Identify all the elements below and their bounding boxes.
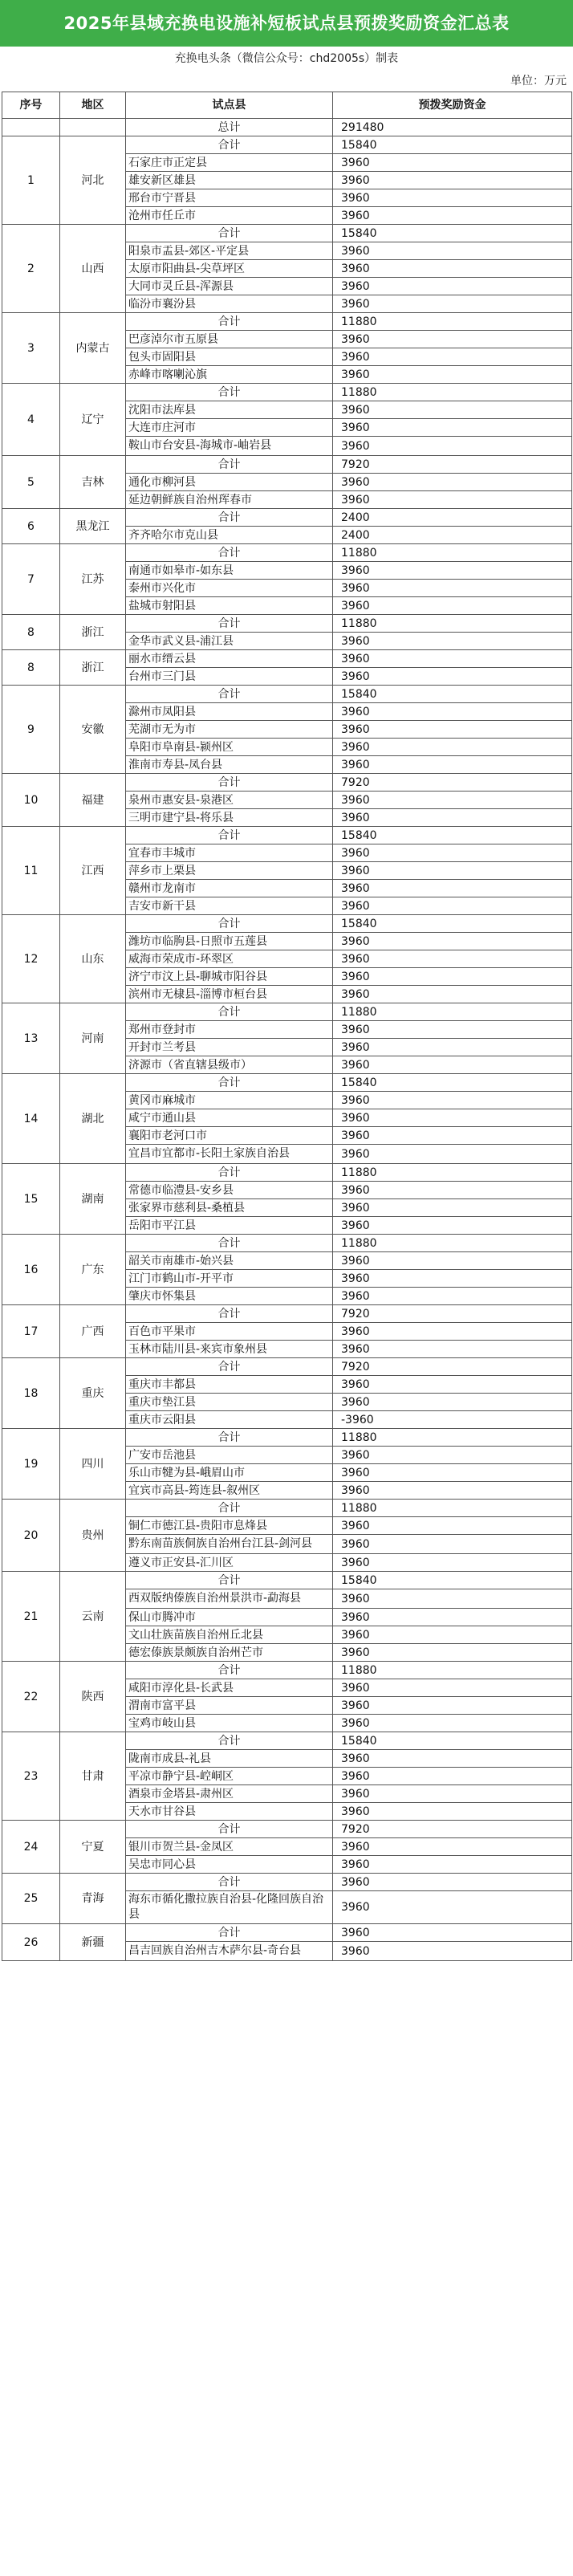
amount-cell: 3960 [333, 348, 572, 366]
subtotal-row [2, 384, 572, 401]
page-subtitle: 充换电头条（微信公众号：chd2005s）制表 [174, 52, 399, 65]
subtotal-row [2, 1732, 572, 1750]
county-cell: 邢台市宁晋县 [126, 189, 333, 207]
subtotal-label: 合计 [126, 1821, 333, 1838]
subtotal-label: 合计 [126, 1164, 333, 1182]
row-index: 10 [2, 774, 60, 827]
amount-cell: 3960 [333, 668, 572, 686]
subtotal-value: 3960 [333, 1874, 572, 1891]
region-cell: 浙江 [60, 650, 126, 686]
amount-cell: 3960 [333, 419, 572, 437]
county-cell: 重庆市丰都县 [126, 1376, 333, 1394]
row-index: 22 [2, 1662, 60, 1732]
county-cell: 通化市柳河县 [126, 474, 333, 491]
amount-cell: 3960 [333, 721, 572, 739]
subtotal-label: 合计 [126, 827, 333, 844]
county-cell: 齐齐哈尔市克山县 [126, 527, 333, 544]
county-cell: 文山壮族苗族自治州丘北县 [126, 1626, 333, 1644]
amount-cell: 3960 [333, 295, 572, 313]
subtotal-label: 合计 [126, 1874, 333, 1891]
subtotal-row [2, 1821, 572, 1838]
subtotal-row [2, 1572, 572, 1589]
county-cell: 乐山市犍为县-峨眉山市 [126, 1464, 333, 1482]
county-cell: 南通市如皋市-如东县 [126, 562, 333, 580]
subtotal-value: 7920 [333, 1305, 572, 1323]
region-cell: 江苏 [60, 544, 126, 615]
amount-cell: 3960 [333, 1609, 572, 1626]
row-index: 14 [2, 1074, 60, 1164]
county-cell: 阳泉市盂县-郊区-平定县 [126, 242, 333, 260]
county-cell: 吉安市新干县 [126, 897, 333, 915]
amount-cell: 3960 [333, 1127, 572, 1145]
subtotal-label: 合计 [126, 1003, 333, 1021]
subtotal-value: 11880 [333, 384, 572, 401]
column-header-county: 试点县 [126, 92, 333, 119]
row-index: 11 [2, 827, 60, 915]
amount-cell: 3960 [333, 1838, 572, 1856]
subtotal-value: 11880 [333, 1429, 572, 1447]
region-cell: 福建 [60, 774, 126, 827]
page-title: 2025年县域充换电设施补短板试点县预拨奖励资金汇总表 [0, 0, 573, 47]
subtotal-value: 15840 [333, 136, 572, 154]
county-cell: 太原市阳曲县-尖草坪区 [126, 260, 333, 278]
amount-cell: 3960 [333, 1715, 572, 1732]
amount-cell: 3960 [333, 1056, 572, 1074]
amount-cell: 3960 [333, 1145, 572, 1164]
county-cell: 广安市岳池县 [126, 1447, 333, 1464]
region-cell: 安徽 [60, 686, 126, 774]
region-cell: 黑龙江 [60, 509, 126, 544]
grand-total-label: 总计 [126, 119, 333, 136]
amount-cell: 3960 [333, 278, 572, 295]
subtotal-label: 合计 [126, 686, 333, 703]
amount-cell: 3960 [333, 1554, 572, 1572]
amount-cell: 3960 [333, 597, 572, 615]
region-cell: 山东 [60, 915, 126, 1003]
county-cell: 大同市灵丘县-浑源县 [126, 278, 333, 295]
amount-cell: 3960 [333, 1750, 572, 1768]
region-cell: 吉林 [60, 456, 126, 509]
subtotal-value: 15840 [333, 827, 572, 844]
subtotal-label: 合计 [126, 1235, 333, 1252]
region-cell: 内蒙古 [60, 313, 126, 384]
amount-cell: 3960 [333, 1199, 572, 1217]
subtotal-value: 11880 [333, 1003, 572, 1021]
column-header-region: 地区 [60, 92, 126, 119]
amount-cell: 3960 [333, 562, 572, 580]
subtotal-value: 3960 [333, 1924, 572, 1942]
row-index: 18 [2, 1358, 60, 1429]
subtotal-label: 合计 [126, 915, 333, 933]
amount-cell: 3960 [333, 1217, 572, 1235]
county-cell: 咸宁市通山县 [126, 1109, 333, 1127]
amount-cell: 2400 [333, 527, 572, 544]
subtotal-label: 合计 [126, 1732, 333, 1750]
subtotal-row [2, 1358, 572, 1376]
county-cell: 济宁市汶上县-聊城市阳谷县 [126, 968, 333, 986]
subtotal-row [2, 1074, 572, 1092]
amount-cell: 3960 [333, 474, 572, 491]
county-cell: 萍乡市上栗县 [126, 862, 333, 880]
column-header-index: 序号 [2, 92, 60, 119]
subtotal-label: 合计 [126, 1924, 333, 1942]
county-cell: 阜阳市阜南县-颍州区 [126, 739, 333, 756]
subtotal-label: 合计 [126, 313, 333, 331]
region-cell: 宁夏 [60, 1821, 126, 1874]
county-cell: 赤峰市喀喇沁旗 [126, 366, 333, 384]
county-cell: 丽水市缙云县 [126, 650, 333, 668]
amount-cell: 3960 [333, 1376, 572, 1394]
county-cell: 岳阳市平江县 [126, 1217, 333, 1235]
row-index: 15 [2, 1164, 60, 1235]
county-cell: 黄冈市麻城市 [126, 1092, 333, 1109]
row-index: 23 [2, 1732, 60, 1821]
region-cell: 湖南 [60, 1164, 126, 1235]
row-index: 26 [2, 1924, 60, 1961]
row-index: 13 [2, 1003, 60, 1074]
amount-cell: 3960 [333, 968, 572, 986]
amount-cell: 3960 [333, 491, 572, 509]
subtotal-row [2, 456, 572, 474]
subtotal-row [2, 827, 572, 844]
region-cell: 陕西 [60, 1662, 126, 1732]
county-cell: 巴彦淖尔市五原县 [126, 331, 333, 348]
subtotal-row [2, 774, 572, 792]
amount-cell: 3960 [333, 986, 572, 1003]
amount-cell: 3960 [333, 633, 572, 650]
county-cell: 咸阳市淳化县-长武县 [126, 1679, 333, 1697]
row-index: 2 [2, 225, 60, 313]
amount-cell: 3960 [333, 366, 572, 384]
amount-cell: 3960 [333, 1464, 572, 1482]
county-cell: 延边朝鲜族自治州珲春市 [126, 491, 333, 509]
county-cell: 大连市庄河市 [126, 419, 333, 437]
amount-cell: 3960 [333, 739, 572, 756]
subtotal-value: 7920 [333, 456, 572, 474]
row-index: 5 [2, 456, 60, 509]
column-header-funding: 预拨奖励资金 [333, 92, 572, 119]
county-cell: 宝鸡市岐山县 [126, 1715, 333, 1732]
amount-cell: 3960 [333, 756, 572, 774]
subtotal-row [2, 1164, 572, 1182]
region-cell: 甘肃 [60, 1732, 126, 1821]
subtotal-label: 合计 [126, 1500, 333, 1517]
region-cell: 重庆 [60, 1358, 126, 1429]
row-index: 19 [2, 1429, 60, 1500]
subtotal-row [2, 615, 572, 633]
row-index: 17 [2, 1305, 60, 1358]
subtotal-row [2, 225, 572, 242]
amount-cell: 3960 [333, 1394, 572, 1411]
grand-total-value: 291480 [333, 119, 572, 136]
county-cell: 三明市建宁县-将乐县 [126, 809, 333, 827]
county-cell: 赣州市龙南市 [126, 880, 333, 897]
county-cell: 滨州市无棣县-淄博市桓台县 [126, 986, 333, 1003]
region-cell: 山西 [60, 225, 126, 313]
amount-cell: 3960 [333, 401, 572, 419]
unit-label: 单位：万元 [510, 75, 567, 87]
amount-cell: 3960 [333, 950, 572, 968]
county-cell: 沧州市任丘市 [126, 207, 333, 225]
region-cell: 广东 [60, 1235, 126, 1305]
amount-cell: 3960 [333, 650, 572, 668]
amount-cell: 3960 [333, 1535, 572, 1554]
region-cell: 贵州 [60, 1500, 126, 1572]
region-cell: 河北 [60, 136, 126, 225]
grand-total-row [2, 119, 572, 136]
county-cell: 铜仁市德江县-贵阳市息烽县 [126, 1517, 333, 1535]
subtotal-label: 合计 [126, 456, 333, 474]
subtotal-value: 15840 [333, 1074, 572, 1092]
region-cell: 新疆 [60, 1924, 126, 1961]
subtotal-value: 11880 [333, 615, 572, 633]
county-cell: 酒泉市金塔县-肃州区 [126, 1785, 333, 1803]
subtotal-row [2, 544, 572, 562]
row-index: 8 [2, 650, 60, 686]
amount-cell: 3960 [333, 933, 572, 950]
row-index: 21 [2, 1572, 60, 1662]
subtotal-row [2, 136, 572, 154]
amount-cell: 3960 [333, 580, 572, 597]
amount-cell: 3960 [333, 1856, 572, 1874]
row-index: 25 [2, 1874, 60, 1924]
amount-cell: 3960 [333, 792, 572, 809]
amount-cell: 3960 [333, 1021, 572, 1039]
subtotal-label: 合计 [126, 225, 333, 242]
row-index: 16 [2, 1235, 60, 1305]
subtotal-value: 15840 [333, 686, 572, 703]
amount-cell: 3960 [333, 1341, 572, 1358]
subtotal-row [2, 1003, 572, 1021]
table-body [2, 119, 572, 1961]
amount-cell: 3960 [333, 1288, 572, 1305]
county-cell: 临汾市襄汾县 [126, 295, 333, 313]
county-cell: 宜昌市宜都市-长阳土家族自治县 [126, 1145, 333, 1164]
subtotal-label: 合计 [126, 136, 333, 154]
amount-cell: 3960 [333, 897, 572, 915]
table-header-row [2, 92, 572, 119]
county-cell: 渭南市富平县 [126, 1697, 333, 1715]
county-cell: 重庆市云阳县 [126, 1411, 333, 1429]
county-cell: 淮南市寿县-凤台县 [126, 756, 333, 774]
county-cell: 德宏傣族景颇族自治州芒市 [126, 1644, 333, 1662]
region-cell: 浙江 [60, 615, 126, 650]
county-cell: 芜湖市无为市 [126, 721, 333, 739]
county-cell: 泉州市惠安县-泉港区 [126, 792, 333, 809]
funding-table [2, 92, 572, 1961]
county-cell: 陇南市成县-礼县 [126, 1750, 333, 1768]
subtotal-row [2, 915, 572, 933]
county-cell: 鞍山市台安县-海城市-岫岩县 [126, 437, 333, 456]
region-cell: 云南 [60, 1572, 126, 1662]
subtotal-value: 15840 [333, 915, 572, 933]
subtotal-row [2, 1500, 572, 1517]
region-cell: 广西 [60, 1305, 126, 1358]
amount-cell: -3960 [333, 1411, 572, 1429]
county-cell: 沈阳市法库县 [126, 401, 333, 419]
subtotal-row [2, 1235, 572, 1252]
row-index: 9 [2, 686, 60, 774]
row-index: 8 [2, 615, 60, 650]
subtotal-value: 15840 [333, 1732, 572, 1750]
table-row [2, 650, 572, 668]
row-index: 1 [2, 136, 60, 225]
county-cell: 泰州市兴化市 [126, 580, 333, 597]
county-cell: 金华市武义县-浦江县 [126, 633, 333, 650]
county-cell: 开封市兰考县 [126, 1039, 333, 1056]
subtotal-label: 合计 [126, 384, 333, 401]
subtotal-label: 合计 [126, 615, 333, 633]
subtotal-row [2, 1429, 572, 1447]
county-cell: 保山市腾冲市 [126, 1609, 333, 1626]
region-cell: 河南 [60, 1003, 126, 1074]
amount-cell: 3960 [333, 1109, 572, 1127]
amount-cell: 3960 [333, 1626, 572, 1644]
amount-cell: 3960 [333, 1270, 572, 1288]
subtotal-row [2, 1874, 572, 1891]
subtotal-row [2, 1662, 572, 1679]
region-cell: 江西 [60, 827, 126, 915]
county-cell: 银川市贺兰县-金凤区 [126, 1838, 333, 1856]
county-cell: 西双版纳傣族自治州景洪市-勐海县 [126, 1589, 333, 1609]
subtotal-label: 合计 [126, 1305, 333, 1323]
county-cell: 宜宾市高县-筠连县-叙州区 [126, 1482, 333, 1500]
amount-cell: 3960 [333, 1092, 572, 1109]
subtotal-value: 7920 [333, 774, 572, 792]
county-cell: 吴忠市同心县 [126, 1856, 333, 1874]
amount-cell: 3960 [333, 880, 572, 897]
amount-cell: 3960 [333, 1942, 572, 1961]
amount-cell: 3960 [333, 703, 572, 721]
subtotal-label: 合计 [126, 1429, 333, 1447]
subtotal-row [2, 1924, 572, 1942]
row-index: 12 [2, 915, 60, 1003]
subtotal-value: 2400 [333, 509, 572, 527]
amount-cell: 3960 [333, 1039, 572, 1056]
amount-cell: 3960 [333, 437, 572, 456]
county-cell: 威海市荣成市-环翠区 [126, 950, 333, 968]
amount-cell: 3960 [333, 844, 572, 862]
amount-cell: 3960 [333, 1697, 572, 1715]
amount-cell: 3960 [333, 1482, 572, 1500]
county-cell: 平凉市静宁县-崆峒区 [126, 1768, 333, 1785]
amount-cell: 3960 [333, 207, 572, 225]
region-cell: 青海 [60, 1874, 126, 1924]
subtotal-label: 合计 [126, 544, 333, 562]
amount-cell: 3960 [333, 189, 572, 207]
subtotal-value: 11880 [333, 1235, 572, 1252]
subtotal-label: 合计 [126, 1662, 333, 1679]
subtotal-row [2, 686, 572, 703]
county-cell: 百色市平果市 [126, 1323, 333, 1341]
county-cell: 宜春市丰城市 [126, 844, 333, 862]
county-cell: 济源市（省直辖县级市） [126, 1056, 333, 1074]
amount-cell: 3960 [333, 1182, 572, 1199]
county-cell: 韶关市南雄市-始兴县 [126, 1252, 333, 1270]
subtotal-value: 15840 [333, 225, 572, 242]
subtotal-value: 11880 [333, 1500, 572, 1517]
row-index: 4 [2, 384, 60, 456]
amount-cell: 3960 [333, 1252, 572, 1270]
amount-cell: 3960 [333, 1785, 572, 1803]
amount-cell: 3960 [333, 1768, 572, 1785]
county-cell: 海东市循化撒拉族自治县-化隆回族自治县 [126, 1891, 333, 1924]
county-cell: 江门市鹤山市-开平市 [126, 1270, 333, 1288]
amount-cell: 3960 [333, 1323, 572, 1341]
county-cell: 遵义市正安县-汇川区 [126, 1554, 333, 1572]
row-index: 6 [2, 509, 60, 544]
county-cell: 台州市三门县 [126, 668, 333, 686]
subtotal-label: 合计 [126, 1572, 333, 1589]
amount-cell: 3960 [333, 1803, 572, 1821]
county-cell: 包头市固阳县 [126, 348, 333, 366]
subtotal-label: 合计 [126, 1358, 333, 1376]
amount-cell: 3960 [333, 1589, 572, 1609]
amount-cell: 3960 [333, 331, 572, 348]
amount-cell: 3960 [333, 1679, 572, 1697]
subtotal-row [2, 313, 572, 331]
region-cell: 四川 [60, 1429, 126, 1500]
subtotal-value: 15840 [333, 1572, 572, 1589]
county-cell: 雄安新区雄县 [126, 172, 333, 189]
subtotal-row [2, 1305, 572, 1323]
row-index: 20 [2, 1500, 60, 1572]
county-cell: 张家界市慈利县-桑植县 [126, 1199, 333, 1217]
row-index: 24 [2, 1821, 60, 1874]
county-cell: 玉林市陆川县-来宾市象州县 [126, 1341, 333, 1358]
county-cell: 潍坊市临朐县-日照市五莲县 [126, 933, 333, 950]
amount-cell: 3960 [333, 154, 572, 172]
subtotal-label: 合计 [126, 509, 333, 527]
county-cell: 郑州市登封市 [126, 1021, 333, 1039]
county-cell: 肇庆市怀集县 [126, 1288, 333, 1305]
amount-cell: 3960 [333, 809, 572, 827]
region-cell: 湖北 [60, 1074, 126, 1164]
county-cell: 黔东南苗族侗族自治州台江县-剑河县 [126, 1535, 333, 1554]
subtotal-value: 11880 [333, 544, 572, 562]
row-index: 7 [2, 544, 60, 615]
amount-cell: 3960 [333, 1517, 572, 1535]
subtotal-value: 11880 [333, 313, 572, 331]
row-index: 3 [2, 313, 60, 384]
county-cell: 重庆市垫江县 [126, 1394, 333, 1411]
amount-cell: 3960 [333, 172, 572, 189]
region-cell: 辽宁 [60, 384, 126, 456]
county-cell: 石家庄市正定县 [126, 154, 333, 172]
subtotal-row [2, 509, 572, 527]
subtotal-value: 11880 [333, 1164, 572, 1182]
amount-cell: 3960 [333, 1891, 572, 1924]
amount-cell: 3960 [333, 862, 572, 880]
county-cell: 天水市甘谷县 [126, 1803, 333, 1821]
county-cell: 滁州市凤阳县 [126, 703, 333, 721]
county-cell: 常德市临澧县-安乡县 [126, 1182, 333, 1199]
subtotal-label: 合计 [126, 1074, 333, 1092]
county-cell: 盐城市射阳县 [126, 597, 333, 615]
subtotal-value: 11880 [333, 1662, 572, 1679]
subtotal-label: 合计 [126, 774, 333, 792]
amount-cell: 3960 [333, 1447, 572, 1464]
subtotal-value: 7920 [333, 1358, 572, 1376]
county-cell: 昌吉回族自治州吉木萨尔县-奇台县 [126, 1942, 333, 1961]
amount-cell: 3960 [333, 260, 572, 278]
subtotal-value: 7920 [333, 1821, 572, 1838]
amount-cell: 3960 [333, 242, 572, 260]
amount-cell: 3960 [333, 1644, 572, 1662]
county-cell: 襄阳市老河口市 [126, 1127, 333, 1145]
